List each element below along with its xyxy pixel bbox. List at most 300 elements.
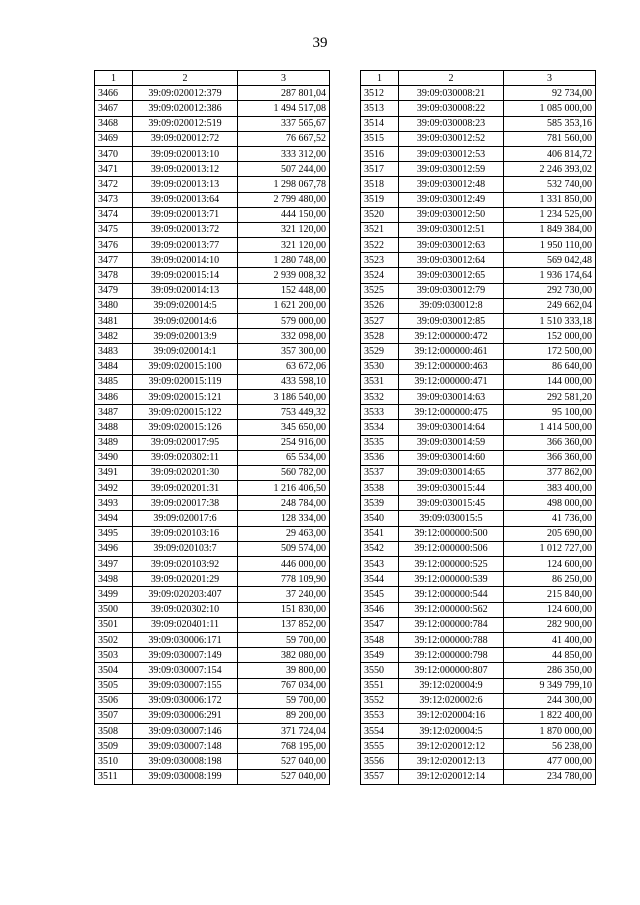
table-row [95,617,330,632]
row-number-cell: 3483 [95,344,133,359]
value-cell: 1 822 400,00 [504,708,596,723]
cadastral-number-cell: 39:09:030008:23 [399,116,504,131]
row-number-cell: 3541 [361,526,399,541]
value-cell: 56 238,00 [504,739,596,754]
table-row [361,314,596,329]
table-row [95,131,330,146]
value-cell: 579 000,00 [238,314,330,329]
cadastral-number-cell: 39:09:020201:30 [133,465,238,480]
table-row [361,602,596,617]
table-row [361,238,596,253]
table-row [361,663,596,678]
cadastral-number-cell: 39:09:020015:126 [133,420,238,435]
cadastral-number-cell: 39:09:030008:21 [399,86,504,101]
table-row [95,344,330,359]
value-cell: 1 298 067,78 [238,177,330,192]
cadastral-number-cell: 39:09:020302:11 [133,450,238,465]
value-cell: 44 850,00 [504,648,596,663]
cadastral-number-cell: 39:09:030012:51 [399,222,504,237]
row-number-cell: 3492 [95,481,133,496]
table-row [361,769,596,784]
row-number-cell: 3555 [361,739,399,754]
row-number-cell: 3528 [361,329,399,344]
table-row [95,162,330,177]
table-row [361,389,596,404]
row-number-cell: 3540 [361,511,399,526]
cadastral-number-cell: 39:12:000000:500 [399,526,504,541]
cadastral-number-cell: 39:12:020012:14 [399,769,504,784]
row-number-cell: 3534 [361,420,399,435]
table-row [95,405,330,420]
cadastral-number-cell: 39:09:020012:379 [133,86,238,101]
row-number-cell: 3515 [361,131,399,146]
value-cell: 333 312,00 [238,146,330,161]
row-number-cell: 3466 [95,86,133,101]
value-cell: 781 560,00 [504,131,596,146]
cadastral-number-cell: 39:09:020013:77 [133,238,238,253]
row-number-cell: 3539 [361,496,399,511]
row-number-cell: 3513 [361,101,399,116]
value-cell: 527 040,00 [238,754,330,769]
row-number-cell: 3498 [95,572,133,587]
value-cell: 1 234 525,00 [504,207,596,222]
value-cell: 444 150,00 [238,207,330,222]
value-cell: 137 852,00 [238,617,330,632]
value-cell: 477 000,00 [504,754,596,769]
cadastral-number-cell: 39:09:020014:13 [133,283,238,298]
cadastral-number-cell: 39:09:020013:10 [133,146,238,161]
value-cell: 498 000,00 [504,496,596,511]
cadastral-number-cell: 39:12:020012:12 [399,739,504,754]
cadastral-number-cell: 39:12:000000:539 [399,572,504,587]
cadastral-number-cell: 39:12:020004:16 [399,708,504,723]
cadastral-number-cell: 39:09:020201:31 [133,481,238,496]
cadastral-number-cell: 39:09:030012:59 [399,162,504,177]
column-header-3: 3 [504,71,596,86]
table-row [95,481,330,496]
table-row [95,222,330,237]
value-cell: 560 782,00 [238,465,330,480]
value-cell: 585 353,16 [504,116,596,131]
value-cell: 124 600,00 [504,557,596,572]
value-cell: 59 700,00 [238,693,330,708]
value-cell: 65 534,00 [238,450,330,465]
cadastral-number-cell: 39:09:020013:12 [133,162,238,177]
cadastral-number-cell: 39:09:030006:171 [133,632,238,647]
cadastral-number-cell: 39:09:020014:5 [133,298,238,313]
cadastral-number-cell: 39:09:030012:49 [399,192,504,207]
value-cell: 244 300,00 [504,693,596,708]
table-row [361,268,596,283]
value-cell: 1 280 748,00 [238,253,330,268]
column-header-2: 2 [399,71,504,86]
cadastral-number-cell: 39:09:030008:22 [399,101,504,116]
value-cell: 507 244,00 [238,162,330,177]
value-cell: 337 565,67 [238,116,330,131]
value-cell: 321 120,00 [238,222,330,237]
value-cell: 1 414 500,00 [504,420,596,435]
cadastral-number-cell: 39:09:030012:63 [399,238,504,253]
cadastral-number-cell: 39:09:030006:172 [133,693,238,708]
cadastral-number-cell: 39:09:020017:38 [133,496,238,511]
cadastral-number-cell: 39:12:020012:13 [399,754,504,769]
row-number-cell: 3494 [95,511,133,526]
table-row [95,298,330,313]
table-row [95,435,330,450]
value-cell: 446 000,00 [238,557,330,572]
cadastral-number-cell: 39:09:030015:44 [399,481,504,496]
cadastral-number-cell: 39:09:020014:6 [133,314,238,329]
table-row [95,314,330,329]
row-number-cell: 3502 [95,632,133,647]
table-row [95,329,330,344]
value-cell: 332 098,00 [238,329,330,344]
cadastral-number-cell: 39:09:030012:8 [399,298,504,313]
table-row [95,268,330,283]
row-number-cell: 3557 [361,769,399,784]
value-cell: 345 650,00 [238,420,330,435]
value-cell: 254 916,00 [238,435,330,450]
row-number-cell: 3500 [95,602,133,617]
row-number-cell: 3506 [95,693,133,708]
value-cell: 1 936 174,64 [504,268,596,283]
table-row [95,192,330,207]
value-cell: 406 814,72 [504,146,596,161]
cadastral-number-cell: 39:09:030012:50 [399,207,504,222]
cadastral-number-cell: 39:12:000000:472 [399,329,504,344]
value-cell: 527 040,00 [238,769,330,784]
table-row [361,131,596,146]
row-number-cell: 3531 [361,374,399,389]
row-number-cell: 3474 [95,207,133,222]
value-cell: 1 950 110,00 [504,238,596,253]
row-number-cell: 3479 [95,283,133,298]
table-row [361,511,596,526]
row-number-cell: 3468 [95,116,133,131]
cadastral-number-cell: 39:09:020203:407 [133,587,238,602]
cadastral-number-cell: 39:09:030007:154 [133,663,238,678]
value-cell: 366 360,00 [504,450,596,465]
table-row [95,769,330,784]
cadastral-number-cell: 39:09:020017:95 [133,435,238,450]
cadastral-number-cell: 39:12:000000:461 [399,344,504,359]
cadastral-number-cell: 39:09:030008:199 [133,769,238,784]
row-number-cell: 3470 [95,146,133,161]
row-number-cell: 3516 [361,146,399,161]
row-number-cell: 3526 [361,298,399,313]
value-cell: 152 000,00 [504,329,596,344]
value-cell: 287 801,04 [238,86,330,101]
table-row [95,602,330,617]
row-number-cell: 3522 [361,238,399,253]
table-row [361,481,596,496]
cadastral-number-cell: 39:09:030014:59 [399,435,504,450]
cadastral-number-cell: 39:12:020004:5 [399,724,504,739]
row-number-cell: 3486 [95,389,133,404]
row-number-cell: 3467 [95,101,133,116]
table-row [95,359,330,374]
value-cell: 124 600,00 [504,602,596,617]
table-row [95,541,330,556]
table-row [361,222,596,237]
value-cell: 767 034,00 [238,678,330,693]
row-number-cell: 3514 [361,116,399,131]
value-cell: 357 300,00 [238,344,330,359]
table-row [361,632,596,647]
cadastral-number-cell: 39:09:020103:92 [133,557,238,572]
row-number-cell: 3484 [95,359,133,374]
value-cell: 1 216 406,50 [238,481,330,496]
table-row [95,708,330,723]
value-cell: 1 085 000,00 [504,101,596,116]
cadastral-number-cell: 39:09:020103:7 [133,541,238,556]
table-header-row [95,71,330,86]
cadastral-number-cell: 39:09:030007:155 [133,678,238,693]
row-number-cell: 3538 [361,481,399,496]
cadastral-number-cell: 39:09:030014:60 [399,450,504,465]
row-number-cell: 3525 [361,283,399,298]
value-cell: 215 840,00 [504,587,596,602]
table-row [361,116,596,131]
table-row [95,101,330,116]
value-cell: 753 449,32 [238,405,330,420]
row-number-cell: 3499 [95,587,133,602]
cadastral-number-cell: 39:12:000000:807 [399,663,504,678]
table-row [95,283,330,298]
cadastral-number-cell: 39:09:030015:5 [399,511,504,526]
value-cell: 532 740,00 [504,177,596,192]
cadastral-number-cell: 39:09:020015:122 [133,405,238,420]
row-number-cell: 3524 [361,268,399,283]
value-cell: 366 360,00 [504,435,596,450]
table-row [361,283,596,298]
table-header-row [361,71,596,86]
row-number-cell: 3477 [95,253,133,268]
value-cell: 152 448,00 [238,283,330,298]
row-number-cell: 3504 [95,663,133,678]
cadastral-number-cell: 39:09:020401:11 [133,617,238,632]
table-row [361,648,596,663]
cadastral-number-cell: 39:12:000000:562 [399,602,504,617]
cadastral-number-cell: 39:12:020004:9 [399,678,504,693]
value-cell: 205 690,00 [504,526,596,541]
cadastral-number-cell: 39:12:000000:798 [399,648,504,663]
table-row [361,162,596,177]
table-row [361,572,596,587]
cadastral-number-cell: 39:09:020201:29 [133,572,238,587]
table-row [95,557,330,572]
cadastral-number-cell: 39:09:020014:10 [133,253,238,268]
table-row [95,465,330,480]
table-row [361,344,596,359]
row-number-cell: 3472 [95,177,133,192]
row-number-cell: 3556 [361,754,399,769]
row-number-cell: 3517 [361,162,399,177]
cadastral-number-cell: 39:09:030006:291 [133,708,238,723]
value-cell: 29 463,00 [238,526,330,541]
cadastral-number-cell: 39:09:020015:100 [133,359,238,374]
row-number-cell: 3520 [361,207,399,222]
table-row [95,450,330,465]
table-row [95,389,330,404]
row-number-cell: 3488 [95,420,133,435]
table-row [361,207,596,222]
value-cell: 3 186 540,00 [238,389,330,404]
table-row [95,572,330,587]
row-number-cell: 3485 [95,374,133,389]
value-cell: 248 784,00 [238,496,330,511]
cadastral-number-cell: 39:09:030008:198 [133,754,238,769]
value-cell: 234 780,00 [504,769,596,784]
row-number-cell: 3480 [95,298,133,313]
value-cell: 509 574,00 [238,541,330,556]
row-number-cell: 3481 [95,314,133,329]
row-number-cell: 3512 [361,86,399,101]
row-number-cell: 3496 [95,541,133,556]
table-row [95,86,330,101]
table-row [95,177,330,192]
row-number-cell: 3542 [361,541,399,556]
table-row [361,678,596,693]
value-cell: 59 700,00 [238,632,330,647]
value-cell: 1 494 517,08 [238,101,330,116]
value-cell: 76 667,52 [238,131,330,146]
value-cell: 292 730,00 [504,283,596,298]
table-row [361,557,596,572]
table-row [95,526,330,541]
table-row [361,435,596,450]
row-number-cell: 3536 [361,450,399,465]
cadastral-number-cell: 39:09:030012:64 [399,253,504,268]
row-number-cell: 3503 [95,648,133,663]
row-number-cell: 3493 [95,496,133,511]
row-number-cell: 3473 [95,192,133,207]
table-row [361,754,596,769]
table-row [361,146,596,161]
table-row [361,450,596,465]
table-row [95,146,330,161]
value-cell: 37 240,00 [238,587,330,602]
column-header-2: 2 [133,71,238,86]
cadastral-number-cell: 39:09:030014:64 [399,420,504,435]
value-cell: 286 350,00 [504,663,596,678]
row-number-cell: 3544 [361,572,399,587]
row-number-cell: 3521 [361,222,399,237]
value-cell: 2 799 480,00 [238,192,330,207]
row-number-cell: 3508 [95,724,133,739]
value-cell: 1 870 000,00 [504,724,596,739]
row-number-cell: 3543 [361,557,399,572]
page-number: 39 [312,35,328,51]
cadastral-number-cell: 39:12:000000:471 [399,374,504,389]
table-row [95,511,330,526]
cadastral-number-cell: 39:09:020302:10 [133,602,238,617]
row-number-cell: 3548 [361,632,399,647]
value-cell: 128 334,00 [238,511,330,526]
column-header-1: 1 [95,71,133,86]
row-number-cell: 3491 [95,465,133,480]
table-row [95,648,330,663]
value-cell: 151 830,00 [238,602,330,617]
value-cell: 382 080,00 [238,648,330,663]
table-row [361,708,596,723]
row-number-cell: 3535 [361,435,399,450]
column-header-3: 3 [238,71,330,86]
value-cell: 371 724,04 [238,724,330,739]
value-cell: 569 042,48 [504,253,596,268]
table-row [361,541,596,556]
row-number-cell: 3549 [361,648,399,663]
value-cell: 2 246 393,02 [504,162,596,177]
row-number-cell: 3482 [95,329,133,344]
value-cell: 377 862,00 [504,465,596,480]
cadastral-number-cell: 39:09:030012:52 [399,131,504,146]
cadastral-number-cell: 39:12:000000:788 [399,632,504,647]
value-cell: 89 200,00 [238,708,330,723]
value-cell: 1 621 200,00 [238,298,330,313]
value-cell: 321 120,00 [238,238,330,253]
row-number-cell: 3523 [361,253,399,268]
value-cell: 768 195,00 [238,739,330,754]
cadastral-number-cell: 39:12:000000:784 [399,617,504,632]
table-row [361,526,596,541]
value-cell: 292 581,20 [504,389,596,404]
value-cell: 9 349 799,10 [504,678,596,693]
registry-table-left [94,70,330,785]
table-row [95,238,330,253]
cadastral-number-cell: 39:12:020002:6 [399,693,504,708]
value-cell: 95 100,00 [504,405,596,420]
table-row [361,496,596,511]
row-number-cell: 3475 [95,222,133,237]
value-cell: 1 331 850,00 [504,192,596,207]
cadastral-number-cell: 39:09:020103:16 [133,526,238,541]
row-number-cell: 3505 [95,678,133,693]
table-row [361,86,596,101]
row-number-cell: 3530 [361,359,399,374]
cadastral-number-cell: 39:09:030012:53 [399,146,504,161]
row-number-cell: 3510 [95,754,133,769]
row-number-cell: 3553 [361,708,399,723]
cadastral-number-cell: 39:09:030012:48 [399,177,504,192]
cadastral-number-cell: 39:09:030007:146 [133,724,238,739]
cadastral-number-cell: 39:12:000000:506 [399,541,504,556]
cadastral-number-cell: 39:09:030015:45 [399,496,504,511]
table-row [95,754,330,769]
cadastral-number-cell: 39:09:030007:149 [133,648,238,663]
row-number-cell: 3554 [361,724,399,739]
value-cell: 1 849 384,00 [504,222,596,237]
row-number-cell: 3551 [361,678,399,693]
table-row [361,177,596,192]
cadastral-number-cell: 39:09:030012:65 [399,268,504,283]
row-number-cell: 3469 [95,131,133,146]
row-number-cell: 3487 [95,405,133,420]
table-row [95,207,330,222]
row-number-cell: 3529 [361,344,399,359]
value-cell: 86 250,00 [504,572,596,587]
table-row [361,465,596,480]
registry-table-right [360,70,596,785]
table-row [361,253,596,268]
table-row [95,587,330,602]
table-row [95,632,330,647]
cadastral-number-cell: 39:09:020015:119 [133,374,238,389]
table-row [95,693,330,708]
cadastral-number-cell: 39:09:030012:79 [399,283,504,298]
value-cell: 249 662,04 [504,298,596,313]
table-row [95,420,330,435]
